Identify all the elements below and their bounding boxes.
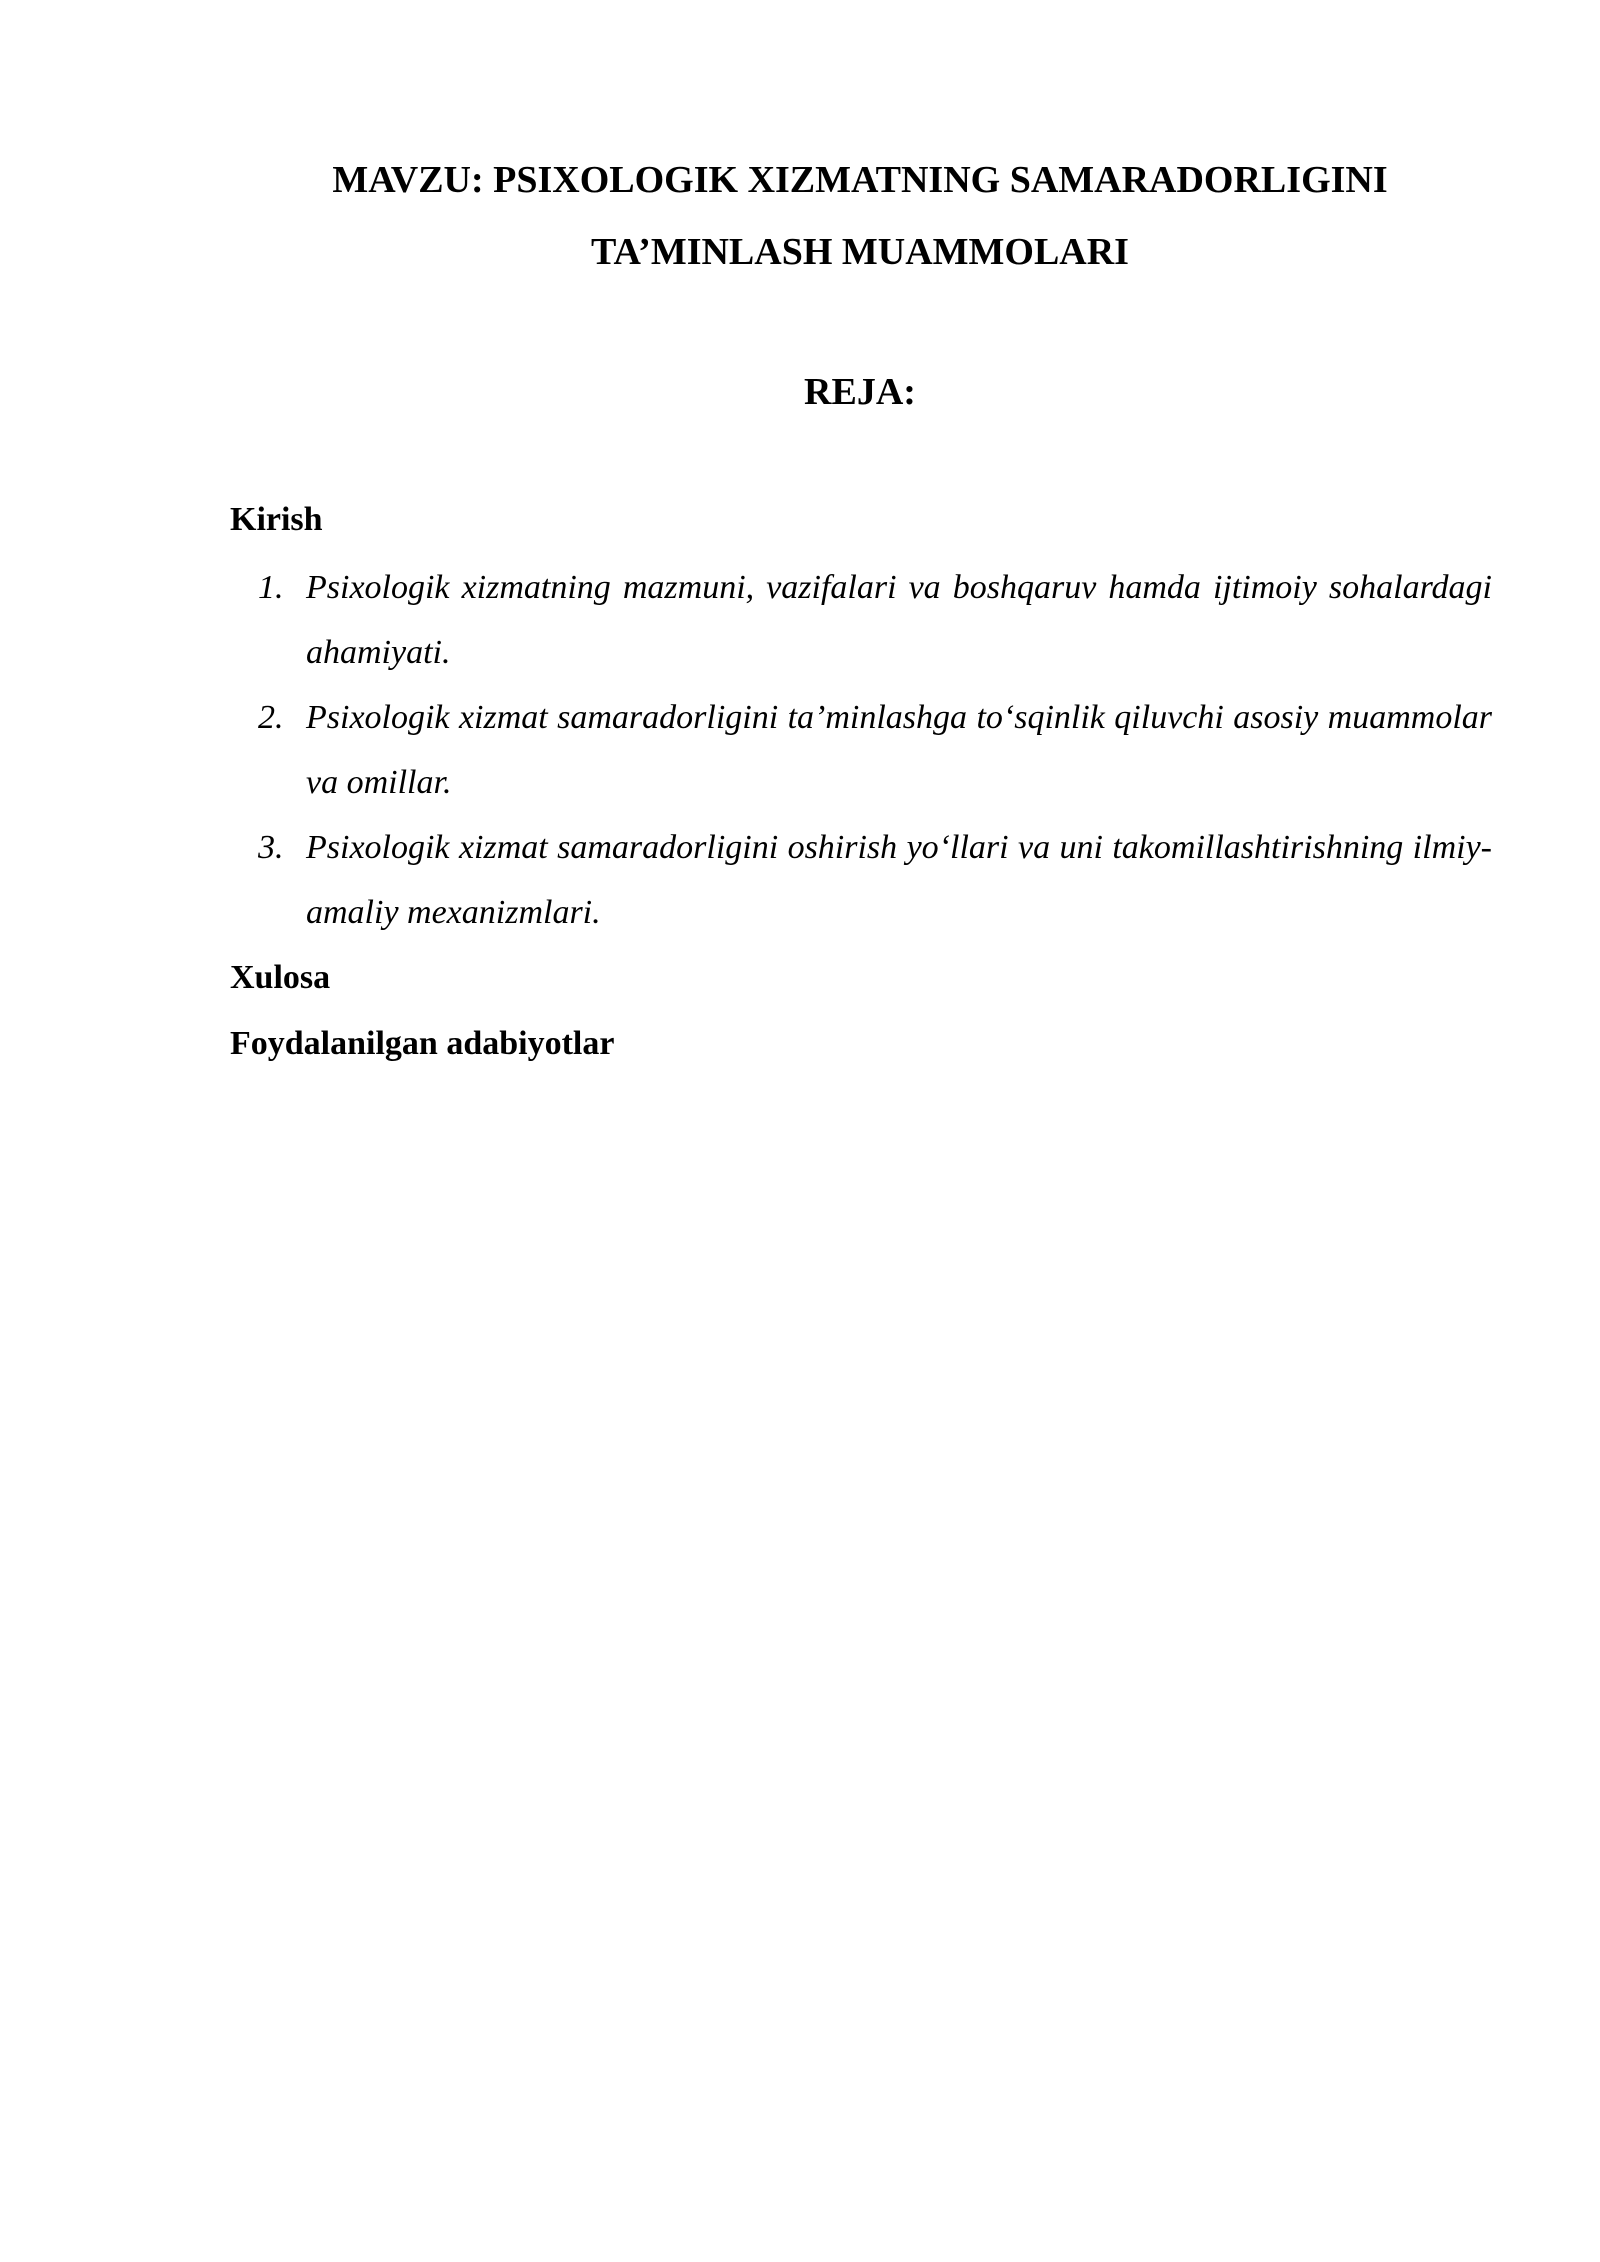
plan-item-number: 1. — [258, 569, 284, 606]
document-title-line-1: MAVZU: PSIXOLOGIK XIZMATNING SAMARADORLIGINI — [332, 159, 1388, 201]
plan-heading: REJA: — [804, 371, 916, 413]
plan-item-text: Psixologik xizmatning mazmuni, vazifalari va boshqaruv hamda ijtimoiy sohalardagi ahamiyati. — [306, 569, 1492, 671]
plan-item-3 — [230, 815, 1492, 945]
plan-item-number: 3. — [258, 829, 284, 866]
plan-item-2 — [230, 685, 1492, 815]
document-title-line-2: TA’MINLASH MUAMMOLARI — [591, 231, 1129, 273]
section-conclusion: Xulosa — [230, 959, 331, 996]
plan-item-text: Psixologik xizmat samaradorligini oshirish yo‘llari va uni takomillashtirishning ilmiy-amaliy mexanizmlari. — [306, 829, 1492, 931]
section-references: Foydalanilgan adabiyotlar — [230, 1025, 615, 1062]
plan-item-1 — [230, 555, 1492, 685]
plan-item-number: 2. — [258, 699, 284, 736]
plan-item-text: Psixologik xizmat samaradorligini ta’minlashga to‘sqinlik qiluvchi asosiy muammolar va omillar. — [306, 699, 1492, 801]
section-intro: Kirish — [230, 501, 323, 538]
